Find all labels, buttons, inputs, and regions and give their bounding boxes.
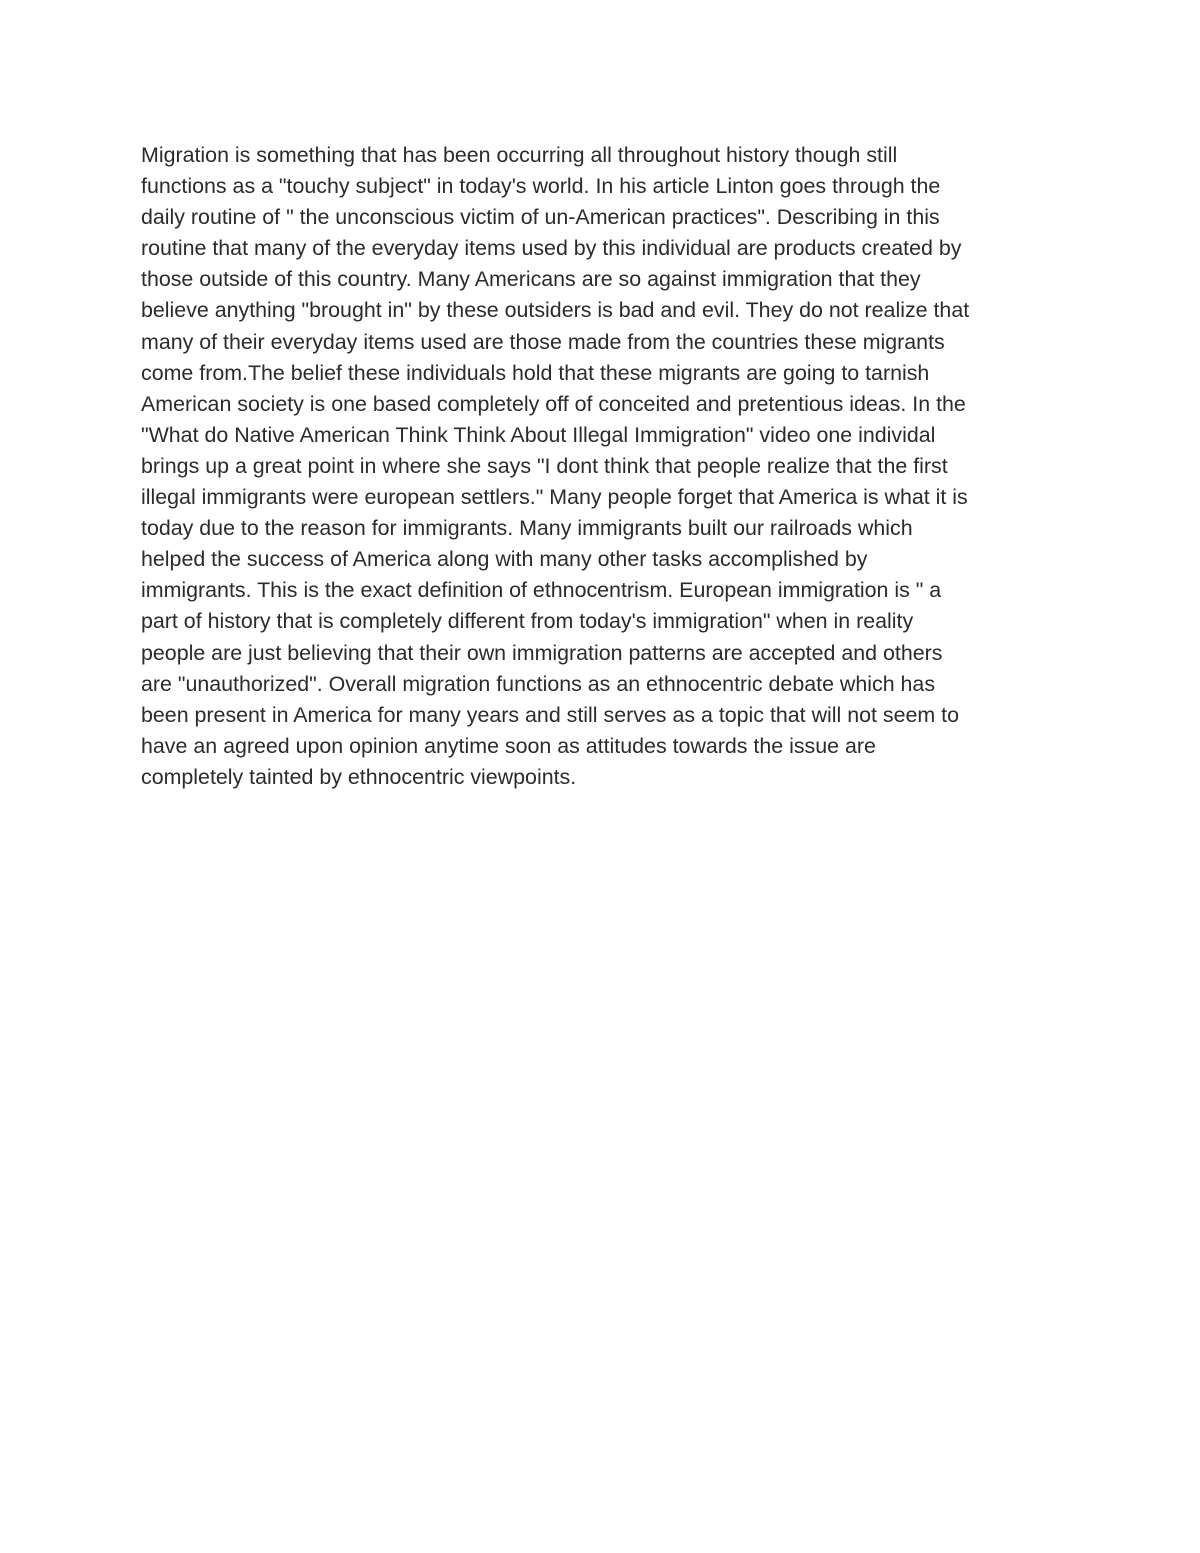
paragraph-line: completely tainted by ethnocentric viewpoints. [141, 764, 577, 789]
paragraph-line: been present in America for many years and still serves as a topic that will not seem to [141, 702, 959, 727]
paragraph-line: have an agreed upon opinion anytime soon as attitudes towards the issue are [141, 733, 876, 758]
paragraph-line: illegal immigrants were european settlers." Many people forget that America is what it is [141, 485, 968, 510]
paragraph-line: helped the success of America along with many other tasks accomplished by [141, 547, 868, 572]
paragraph-line: "What do Native American Think Think About Illegal Immigration" video one individal [141, 422, 936, 447]
paragraph-line: brings up a great point in where she says "I dont think that people realize that the first [141, 453, 948, 478]
paragraph-line: those outside of this country. Many Americans are so against immigration that they [141, 267, 921, 292]
paragraph-line: come from.The belief these individuals hold that these migrants are going to tarnish [141, 360, 930, 385]
paragraph-line: people are just believing that their own immigration patterns are accepted and others [141, 640, 943, 665]
paragraph-line: today due to the reason for immigrants. Many immigrants built our railroads which [141, 516, 913, 541]
paragraph-line: part of history that is completely different from today's immigration" when in reality [141, 609, 914, 634]
paragraph-line: daily routine of " the unconscious victim of un-American practices". Describing in this [141, 205, 940, 230]
paragraph-line: immigrants. This is the exact definition of ethnocentrism. European immigration is " a [141, 578, 942, 603]
paragraph-line: Migration is something that has been occurring all throughout history though still [141, 143, 898, 167]
paragraph-line: many of their everyday items used are those made from the countries these migrants [141, 329, 945, 354]
paragraph-line: functions as a "touchy subject" in today's world. In his article Linton goes through the [141, 174, 941, 199]
body-paragraph [141, 140, 1071, 793]
paragraph-line: routine that many of the everyday items used by this individual are products created by [141, 236, 962, 261]
paragraph-line: American society is one based completely off of conceited and pretentious ideas. In the [141, 391, 966, 416]
paragraph-line: believe anything "brought in" by these outsiders is bad and evil. They do not realize that [141, 298, 970, 323]
paragraph-line: are "unauthorized". Overall migration functions as an ethnocentric debate which has [141, 671, 936, 696]
